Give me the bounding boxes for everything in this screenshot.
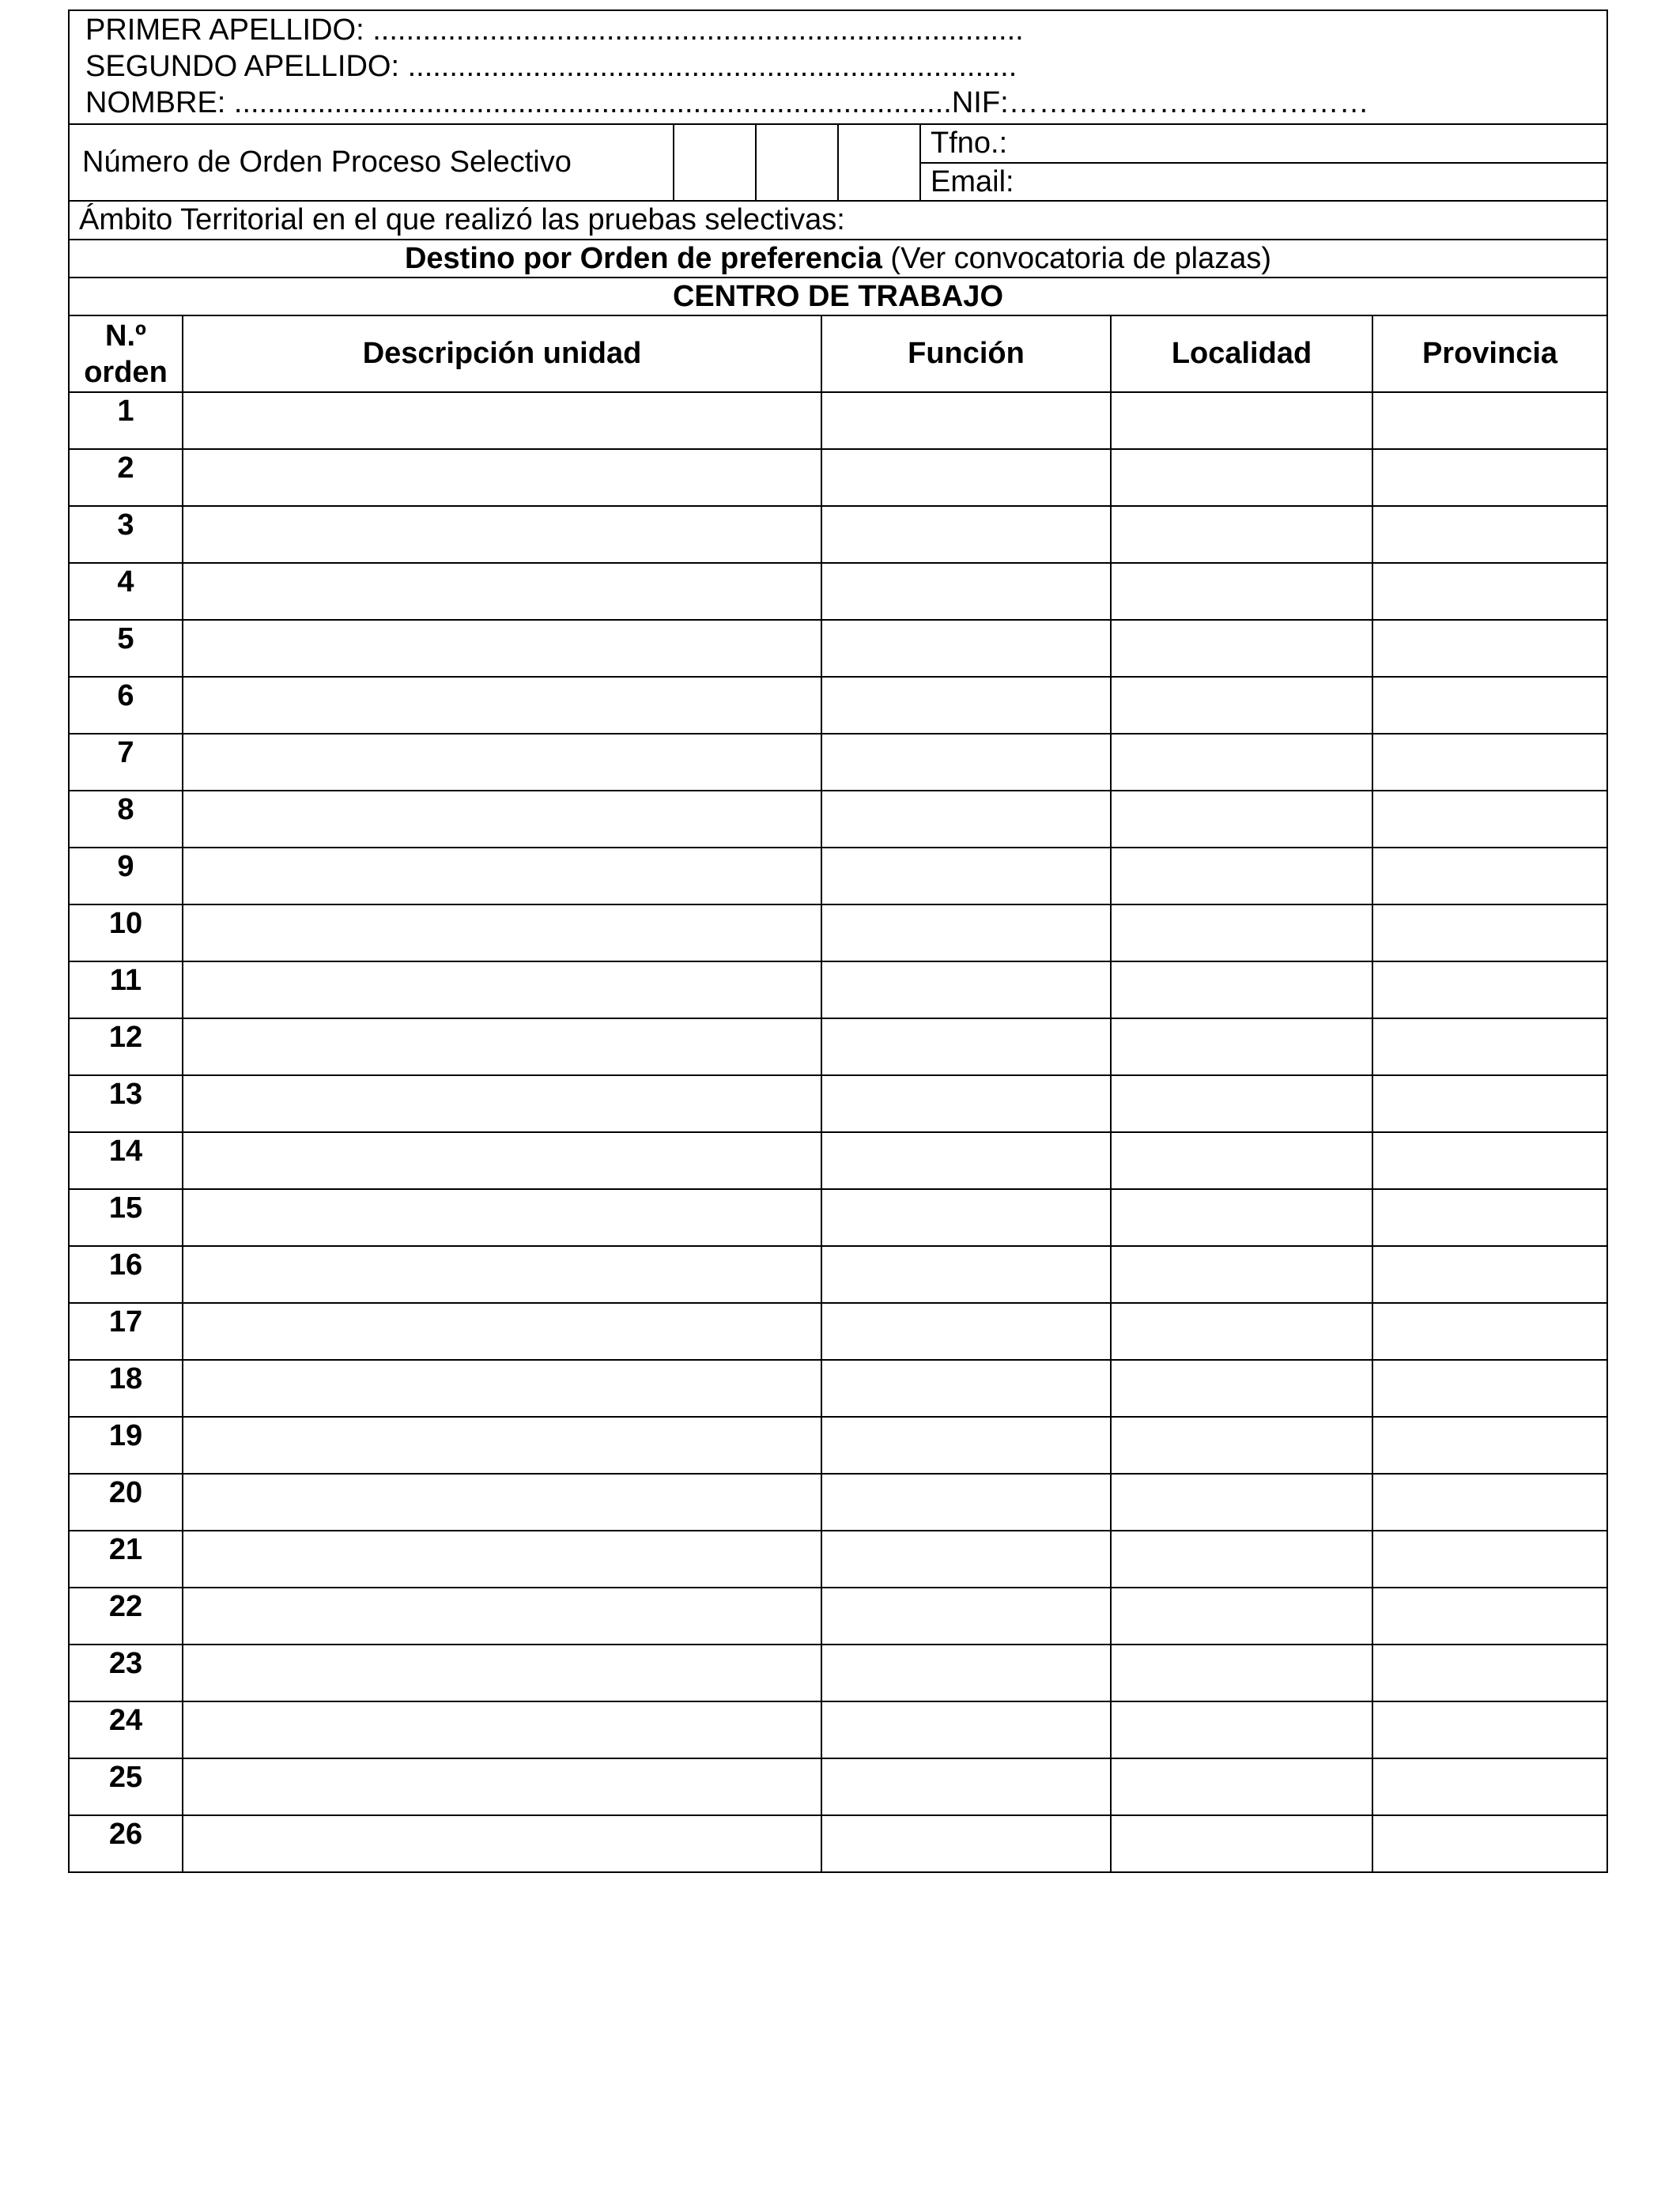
- row-number: 19: [69, 1417, 183, 1474]
- funcion-cell[interactable]: [821, 1303, 1111, 1360]
- table-row: [69, 961, 1607, 1018]
- row-number: 23: [69, 1645, 183, 1701]
- preference-table-header: [69, 316, 1607, 392]
- preference-form: [68, 9, 1606, 1873]
- localidad-cell[interactable]: [1111, 1645, 1372, 1701]
- provincia-cell[interactable]: [1372, 961, 1607, 1018]
- table-row: [69, 677, 1607, 734]
- ambito-field[interactable]: [69, 202, 1607, 240]
- table-row: [69, 1303, 1607, 1360]
- localidad-cell[interactable]: [1111, 1588, 1372, 1645]
- descripcion-cell[interactable]: [183, 1360, 821, 1417]
- localidad-cell[interactable]: [1111, 677, 1372, 734]
- tfno-field[interactable]: [920, 125, 1607, 163]
- email-field[interactable]: [920, 163, 1607, 201]
- descripcion-cell[interactable]: [183, 1246, 821, 1303]
- localidad-cell[interactable]: [1111, 392, 1372, 449]
- table-row: [69, 1815, 1607, 1872]
- table-row: [69, 1588, 1607, 1645]
- descripcion-cell[interactable]: [183, 1132, 821, 1189]
- localidad-cell[interactable]: [1111, 1303, 1372, 1360]
- funcion-cell[interactable]: [821, 1246, 1111, 1303]
- column-header-orden-line2: orden: [84, 355, 168, 389]
- descripcion-cell[interactable]: [183, 1417, 821, 1474]
- row-number: 14: [69, 1132, 183, 1189]
- descripcion-cell[interactable]: [183, 1189, 821, 1246]
- localidad-cell[interactable]: [1111, 904, 1372, 961]
- localidad-cell[interactable]: [1111, 620, 1372, 677]
- descripcion-cell[interactable]: [183, 1645, 821, 1701]
- table-row: [69, 904, 1607, 961]
- row-number: 2: [69, 449, 183, 506]
- localidad-cell[interactable]: [1111, 506, 1372, 563]
- column-header-orden: [69, 316, 183, 392]
- column-header-descripcion: Descripción unidad: [183, 316, 821, 392]
- localidad-cell[interactable]: [1111, 1701, 1372, 1758]
- funcion-cell[interactable]: [821, 1075, 1111, 1132]
- funcion-cell[interactable]: [821, 1132, 1111, 1189]
- table-row: [69, 1474, 1607, 1531]
- table-row: [69, 1246, 1607, 1303]
- row-number: 5: [69, 620, 183, 677]
- provincia-cell[interactable]: [1372, 677, 1607, 734]
- funcion-cell[interactable]: [821, 563, 1111, 620]
- funcion-cell[interactable]: [821, 791, 1111, 848]
- funcion-cell[interactable]: [821, 1588, 1111, 1645]
- descripcion-cell[interactable]: [183, 677, 821, 734]
- destino-bold-text: Destino por Orden de preferencia: [404, 241, 882, 275]
- localidad-cell[interactable]: [1111, 1189, 1372, 1246]
- personal-data-table: [68, 9, 1608, 125]
- localidad-cell[interactable]: [1111, 1075, 1372, 1132]
- provincia-cell[interactable]: [1372, 1417, 1607, 1474]
- descripcion-cell[interactable]: [183, 1075, 821, 1132]
- column-header-localidad: Localidad: [1111, 316, 1372, 392]
- row-number: 15: [69, 1189, 183, 1246]
- localidad-cell[interactable]: [1111, 1815, 1372, 1872]
- funcion-cell[interactable]: [821, 1701, 1111, 1758]
- column-header-provincia: Provincia: [1372, 316, 1607, 392]
- table-row: [69, 449, 1607, 506]
- descripcion-cell[interactable]: [183, 506, 821, 563]
- localidad-cell[interactable]: [1111, 791, 1372, 848]
- table-row: [69, 791, 1607, 848]
- ambito-table: [68, 202, 1608, 316]
- funcion-cell[interactable]: [821, 904, 1111, 961]
- row-number: 22: [69, 1588, 183, 1645]
- nombre-nif-line: [85, 85, 1591, 121]
- orden-box-3[interactable]: [838, 125, 920, 201]
- funcion-cell[interactable]: [821, 392, 1111, 449]
- provincia-cell[interactable]: [1372, 1645, 1607, 1701]
- tfno-label: Tfno.:: [931, 127, 1008, 160]
- orden-proceso-label: Número de Orden Proceso Selectivo: [82, 145, 572, 179]
- provincia-cell[interactable]: [1372, 1360, 1607, 1417]
- funcion-cell[interactable]: [821, 1360, 1111, 1417]
- descripcion-cell[interactable]: [183, 1588, 821, 1645]
- descripcion-cell[interactable]: [183, 848, 821, 904]
- row-number: 8: [69, 791, 183, 848]
- row-number: 10: [69, 904, 183, 961]
- descripcion-cell[interactable]: [183, 1531, 821, 1588]
- orden-proceso-table: [68, 125, 1608, 202]
- descripcion-cell[interactable]: [183, 563, 821, 620]
- column-header-orden-line1: N.º: [105, 319, 146, 353]
- email-label: Email:: [931, 164, 1014, 198]
- table-row: [69, 1075, 1607, 1132]
- row-number: 18: [69, 1360, 183, 1417]
- funcion-cell[interactable]: [821, 1645, 1111, 1701]
- provincia-cell[interactable]: [1372, 392, 1607, 449]
- funcion-cell[interactable]: [821, 734, 1111, 791]
- primer-apellido-field[interactable]: PRIMER APELLIDO: ..............................................................................: [85, 13, 1024, 47]
- descripcion-cell[interactable]: [183, 961, 821, 1018]
- row-number: 3: [69, 506, 183, 563]
- row-number: 12: [69, 1018, 183, 1075]
- funcion-cell[interactable]: [821, 620, 1111, 677]
- table-row: [69, 563, 1607, 620]
- nombre-field[interactable]: NOMBRE: ......................................................................................: [85, 86, 952, 119]
- provincia-cell[interactable]: [1372, 506, 1607, 563]
- provincia-cell[interactable]: [1372, 1758, 1607, 1815]
- table-row: [69, 1360, 1607, 1417]
- funcion-cell[interactable]: [821, 1758, 1111, 1815]
- row-number: 9: [69, 848, 183, 904]
- localidad-cell[interactable]: [1111, 449, 1372, 506]
- descripcion-cell[interactable]: [183, 1815, 821, 1872]
- funcion-cell[interactable]: [821, 506, 1111, 563]
- localidad-cell[interactable]: [1111, 1018, 1372, 1075]
- row-number: 4: [69, 563, 183, 620]
- funcion-cell[interactable]: [821, 848, 1111, 904]
- destino-heading: [405, 242, 1271, 275]
- table-row: [69, 1189, 1607, 1246]
- table-row: [69, 1417, 1607, 1474]
- table-row: [69, 620, 1607, 677]
- row-number: 13: [69, 1075, 183, 1132]
- destino-row: [69, 240, 1607, 278]
- segundo-apellido-field[interactable]: SEGUNDO APELLIDO: .........................................................................: [85, 50, 1017, 83]
- ambito-label: Ámbito Territorial en el que realizó las pruebas selectivas:: [79, 203, 845, 236]
- table-row: [69, 734, 1607, 791]
- column-header-funcion: Función: [821, 316, 1111, 392]
- localidad-cell[interactable]: [1111, 1132, 1372, 1189]
- funcion-cell[interactable]: [821, 1189, 1111, 1246]
- orden-proceso-label-cell: [69, 125, 674, 201]
- descripcion-cell[interactable]: [183, 1303, 821, 1360]
- provincia-cell[interactable]: [1372, 848, 1607, 904]
- provincia-cell[interactable]: [1372, 791, 1607, 848]
- table-row: [69, 506, 1607, 563]
- orden-box-2[interactable]: [756, 125, 838, 201]
- centro-trabajo-title: CENTRO DE TRABAJO: [672, 279, 1004, 313]
- localidad-cell[interactable]: [1111, 1360, 1372, 1417]
- row-number: 17: [69, 1303, 183, 1360]
- nif-field[interactable]: NIF:………………………………: [951, 86, 1369, 119]
- provincia-cell[interactable]: [1372, 1018, 1607, 1075]
- destino-note: (Ver convocatoria de plazas): [882, 241, 1272, 275]
- row-number: 1: [69, 392, 183, 449]
- preference-rows: [69, 392, 1607, 1872]
- provincia-cell[interactable]: [1372, 1246, 1607, 1303]
- descripcion-cell[interactable]: [183, 392, 821, 449]
- localidad-cell[interactable]: [1111, 1474, 1372, 1531]
- provincia-cell[interactable]: [1372, 620, 1607, 677]
- table-row: [69, 1018, 1607, 1075]
- provincia-cell[interactable]: [1372, 904, 1607, 961]
- descripcion-cell[interactable]: [183, 1701, 821, 1758]
- table-row: [69, 1701, 1607, 1758]
- provincia-cell[interactable]: [1372, 1303, 1607, 1360]
- funcion-cell[interactable]: [821, 961, 1111, 1018]
- descripcion-cell[interactable]: [183, 1018, 821, 1075]
- funcion-cell[interactable]: [821, 1531, 1111, 1588]
- localidad-cell[interactable]: [1111, 1531, 1372, 1588]
- table-row: [69, 392, 1607, 449]
- localidad-cell[interactable]: [1111, 734, 1372, 791]
- localidad-cell[interactable]: [1111, 848, 1372, 904]
- provincia-cell[interactable]: [1372, 1815, 1607, 1872]
- preference-table: [68, 316, 1608, 1873]
- funcion-cell[interactable]: [821, 1018, 1111, 1075]
- row-number: 26: [69, 1815, 183, 1872]
- orden-box-1[interactable]: [674, 125, 756, 201]
- provincia-cell[interactable]: [1372, 1531, 1607, 1588]
- row-number: 6: [69, 677, 183, 734]
- localidad-cell[interactable]: [1111, 1758, 1372, 1815]
- row-number: 7: [69, 734, 183, 791]
- provincia-cell[interactable]: [1372, 1588, 1607, 1645]
- funcion-cell[interactable]: [821, 1474, 1111, 1531]
- personal-data-cell: [69, 10, 1607, 124]
- descripcion-cell[interactable]: [183, 734, 821, 791]
- row-number: 25: [69, 1758, 183, 1815]
- funcion-cell[interactable]: [821, 449, 1111, 506]
- row-number: 24: [69, 1701, 183, 1758]
- provincia-cell[interactable]: [1372, 1132, 1607, 1189]
- provincia-cell[interactable]: [1372, 1189, 1607, 1246]
- funcion-cell[interactable]: [821, 1815, 1111, 1872]
- descripcion-cell[interactable]: [183, 620, 821, 677]
- table-row: [69, 1645, 1607, 1701]
- funcion-cell[interactable]: [821, 677, 1111, 734]
- descripcion-cell[interactable]: [183, 449, 821, 506]
- row-number: 21: [69, 1531, 183, 1588]
- row-number: 11: [69, 961, 183, 1018]
- table-row: [69, 1531, 1607, 1588]
- funcion-cell[interactable]: [821, 1417, 1111, 1474]
- table-row: [69, 1758, 1607, 1815]
- provincia-cell[interactable]: [1372, 1474, 1607, 1531]
- descripcion-cell[interactable]: [183, 904, 821, 961]
- provincia-cell[interactable]: [1372, 449, 1607, 506]
- descripcion-cell[interactable]: [183, 791, 821, 848]
- localidad-cell[interactable]: [1111, 1417, 1372, 1474]
- table-row: [69, 848, 1607, 904]
- table-row: [69, 1132, 1607, 1189]
- row-number: 16: [69, 1246, 183, 1303]
- centro-trabajo-row: [69, 278, 1607, 315]
- localidad-cell[interactable]: [1111, 563, 1372, 620]
- provincia-cell[interactable]: [1372, 734, 1607, 791]
- localidad-cell[interactable]: [1111, 961, 1372, 1018]
- row-number: 20: [69, 1474, 183, 1531]
- descripcion-cell[interactable]: [183, 1758, 821, 1815]
- localidad-cell[interactable]: [1111, 1246, 1372, 1303]
- provincia-cell[interactable]: [1372, 563, 1607, 620]
- provincia-cell[interactable]: [1372, 1075, 1607, 1132]
- provincia-cell[interactable]: [1372, 1701, 1607, 1758]
- descripcion-cell[interactable]: [183, 1474, 821, 1531]
